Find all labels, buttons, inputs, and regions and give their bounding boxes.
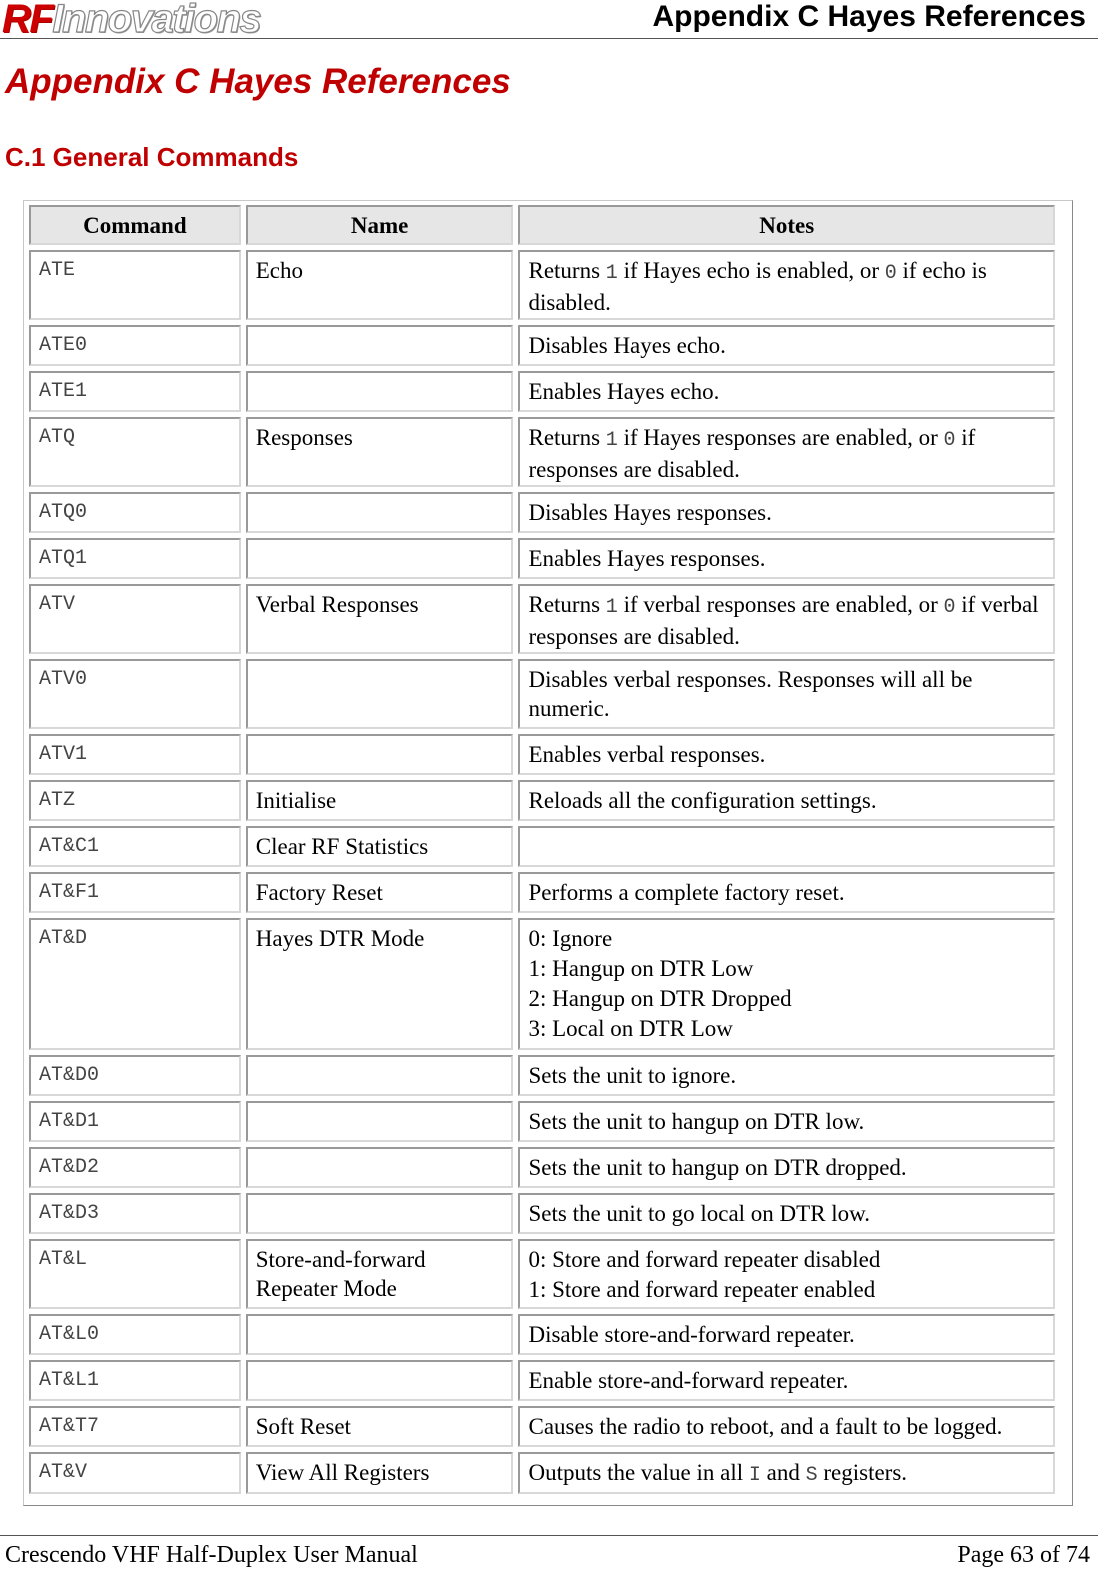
- notes-cell: [518, 1314, 1055, 1355]
- name-cell: [246, 371, 514, 412]
- notes-cell: [518, 371, 1055, 412]
- table-row: [29, 325, 1055, 366]
- name-cell: [246, 1101, 514, 1142]
- table-row: [29, 584, 1055, 654]
- command-cell: ATE0: [29, 325, 241, 366]
- notes-cell: [518, 1055, 1055, 1096]
- page-footer: [0, 1535, 1098, 1592]
- notes-cell: [518, 1360, 1055, 1401]
- table-row: [29, 492, 1055, 533]
- inline-code: 0: [943, 429, 956, 452]
- page-number: Page 63 of 74: [957, 1542, 1090, 1568]
- table-row: [29, 1147, 1055, 1188]
- header-title: Appendix C Hayes References: [652, 0, 1086, 33]
- notes-text: and: [760, 1460, 806, 1485]
- name-cell: [246, 1055, 514, 1096]
- notes-cell: [518, 417, 1055, 487]
- command-cell: AT&T7: [29, 1406, 241, 1447]
- notes-text: Enables Hayes responses.: [528, 546, 766, 571]
- notes-line: 0: Ignore: [528, 926, 613, 951]
- notes-cell: [518, 1193, 1055, 1234]
- notes-line: 3: Local on DTR Low: [528, 1016, 733, 1041]
- inline-code: S: [805, 1464, 818, 1487]
- notes-text: Returns: [528, 592, 606, 617]
- notes-cell: [518, 584, 1055, 654]
- notes-cell: [518, 325, 1055, 366]
- notes-cell: [518, 250, 1055, 320]
- table-row: [29, 734, 1055, 775]
- table-row: [29, 250, 1055, 320]
- notes-text: if verbal responses are disabled.: [528, 592, 1039, 649]
- manual-title: Crescendo VHF Half-Duplex User Manual: [5, 1542, 418, 1568]
- table-row: [29, 1193, 1055, 1234]
- inline-code: 0: [884, 262, 897, 285]
- command-cell: ATZ: [29, 780, 241, 821]
- notes-cell: [518, 1147, 1055, 1188]
- name-cell: Factory Reset: [246, 872, 514, 913]
- command-cell: ATE1: [29, 371, 241, 412]
- command-cell: AT&D3: [29, 1193, 241, 1234]
- name-cell: Responses: [246, 417, 514, 487]
- notes-text: if Hayes responses are enabled, or: [617, 425, 944, 450]
- command-cell: AT&D2: [29, 1147, 241, 1188]
- notes-text: Returns: [528, 258, 606, 283]
- notes-cell: [518, 1452, 1055, 1494]
- name-cell: Store-and-forward Repeater Mode: [246, 1239, 514, 1309]
- notes-text: if Hayes echo is enabled, or: [617, 258, 885, 283]
- hayes-commands-table: [24, 200, 1060, 1499]
- name-cell: Echo: [246, 250, 514, 320]
- name-cell: Initialise: [246, 780, 514, 821]
- command-cell: ATV1: [29, 734, 241, 775]
- name-cell: [246, 1314, 514, 1355]
- name-cell: Verbal Responses: [246, 584, 514, 654]
- notes-line: 0: Store and forward repeater disabled: [528, 1247, 881, 1272]
- command-cell: ATQ0: [29, 492, 241, 533]
- notes-text: Disables Hayes echo.: [528, 333, 726, 358]
- table-row: [29, 659, 1055, 729]
- column-header-command: Command: [29, 205, 241, 245]
- notes-cell: [518, 918, 1055, 1050]
- name-cell: [246, 325, 514, 366]
- inline-code: 1: [605, 429, 618, 452]
- table-row: [29, 1239, 1055, 1309]
- notes-cell: [518, 1406, 1055, 1447]
- notes-text: Enables Hayes echo.: [528, 379, 720, 404]
- notes-line: 1: Hangup on DTR Low: [528, 956, 754, 981]
- notes-text: Disables Hayes responses.: [528, 500, 772, 525]
- notes-text: Outputs the value in all: [528, 1460, 749, 1485]
- name-cell: [246, 734, 514, 775]
- notes-text: Sets the unit to go local on DTR low.: [528, 1201, 871, 1226]
- table-row: [29, 1055, 1055, 1096]
- table-row: [29, 872, 1055, 913]
- column-header-notes: Notes: [518, 205, 1055, 245]
- notes-text: Causes the radio to reboot, and a fault to be logged.: [528, 1414, 1003, 1439]
- notes-text: Returns: [528, 425, 606, 450]
- notes-text: Sets the unit to hangup on DTR dropped.: [528, 1155, 907, 1180]
- inline-code: 0: [943, 596, 956, 619]
- table-row: [29, 538, 1055, 579]
- notes-line: 1: Store and forward repeater enabled: [528, 1277, 876, 1302]
- notes-text: Performs a complete factory reset.: [528, 880, 845, 905]
- name-cell: Clear RF Statistics: [246, 826, 514, 867]
- table-row: [29, 371, 1055, 412]
- table-header-row: [29, 205, 1055, 245]
- column-header-name: Name: [246, 205, 514, 245]
- notes-cell: [518, 538, 1055, 579]
- command-cell: AT&D: [29, 918, 241, 1050]
- notes-cell: [518, 492, 1055, 533]
- command-cell: ATQ: [29, 417, 241, 487]
- inline-code: 1: [605, 596, 618, 619]
- name-cell: [246, 1360, 514, 1401]
- notes-text: if echo is disabled.: [528, 258, 987, 315]
- table-row: [29, 780, 1055, 821]
- notes-text: Reloads all the configuration settings.: [528, 788, 877, 813]
- name-cell: Soft Reset: [246, 1406, 514, 1447]
- notes-text: registers.: [817, 1460, 908, 1485]
- notes-text: Disables verbal responses. Responses will all be numeric.: [528, 667, 973, 721]
- command-cell: AT&D0: [29, 1055, 241, 1096]
- table-row: [29, 1360, 1055, 1401]
- command-cell: AT&F1: [29, 872, 241, 913]
- notes-text: Sets the unit to ignore.: [528, 1063, 737, 1088]
- table-row: [29, 417, 1055, 487]
- table-row: [29, 918, 1055, 1050]
- command-cell: ATE: [29, 250, 241, 320]
- command-cell: AT&L0: [29, 1314, 241, 1355]
- name-cell: [246, 659, 514, 729]
- notes-text: Disable store-and-forward repeater.: [528, 1322, 855, 1347]
- command-cell: AT&V: [29, 1452, 241, 1494]
- name-cell: Hayes DTR Mode: [246, 918, 514, 1050]
- command-cell: AT&C1: [29, 826, 241, 867]
- notes-cell: [518, 1239, 1055, 1309]
- notes-text: Sets the unit to hangup on DTR low.: [528, 1109, 865, 1134]
- inline-code: 1: [605, 262, 618, 285]
- command-cell: ATV: [29, 584, 241, 654]
- notes-cell: [518, 659, 1055, 729]
- table-row: [29, 1101, 1055, 1142]
- notes-line: 2: Hangup on DTR Dropped: [528, 986, 792, 1011]
- name-cell: [246, 1147, 514, 1188]
- table-row: [29, 826, 1055, 867]
- notes-text: if responses are disabled.: [528, 425, 976, 482]
- notes-text: Enable store-and-forward repeater.: [528, 1368, 849, 1393]
- hayes-commands-table-frame: [23, 200, 1073, 1506]
- table-row: [29, 1314, 1055, 1355]
- name-cell: [246, 492, 514, 533]
- name-cell: View All Registers: [246, 1452, 514, 1494]
- notes-cell: [518, 826, 1055, 867]
- name-cell: [246, 538, 514, 579]
- table-row: [29, 1452, 1055, 1494]
- notes-text: Enables verbal responses.: [528, 742, 766, 767]
- command-cell: AT&L1: [29, 1360, 241, 1401]
- section-title: C.1 General Commands: [5, 142, 299, 172]
- name-cell: [246, 1193, 514, 1234]
- notes-cell: [518, 872, 1055, 913]
- page-header: [0, 0, 1098, 39]
- notes-text: if verbal responses are enabled, or: [617, 592, 944, 617]
- table-row: [29, 1406, 1055, 1447]
- rfinnovations-logo: RFInnovations: [2, 0, 261, 41]
- command-cell: ATV0: [29, 659, 241, 729]
- inline-code: I: [748, 1464, 761, 1487]
- notes-cell: [518, 734, 1055, 775]
- notes-cell: [518, 780, 1055, 821]
- command-cell: AT&L: [29, 1239, 241, 1309]
- notes-cell: [518, 1101, 1055, 1142]
- command-cell: ATQ1: [29, 538, 241, 579]
- command-cell: AT&D1: [29, 1101, 241, 1142]
- page-title: Appendix C Hayes References: [5, 62, 511, 101]
